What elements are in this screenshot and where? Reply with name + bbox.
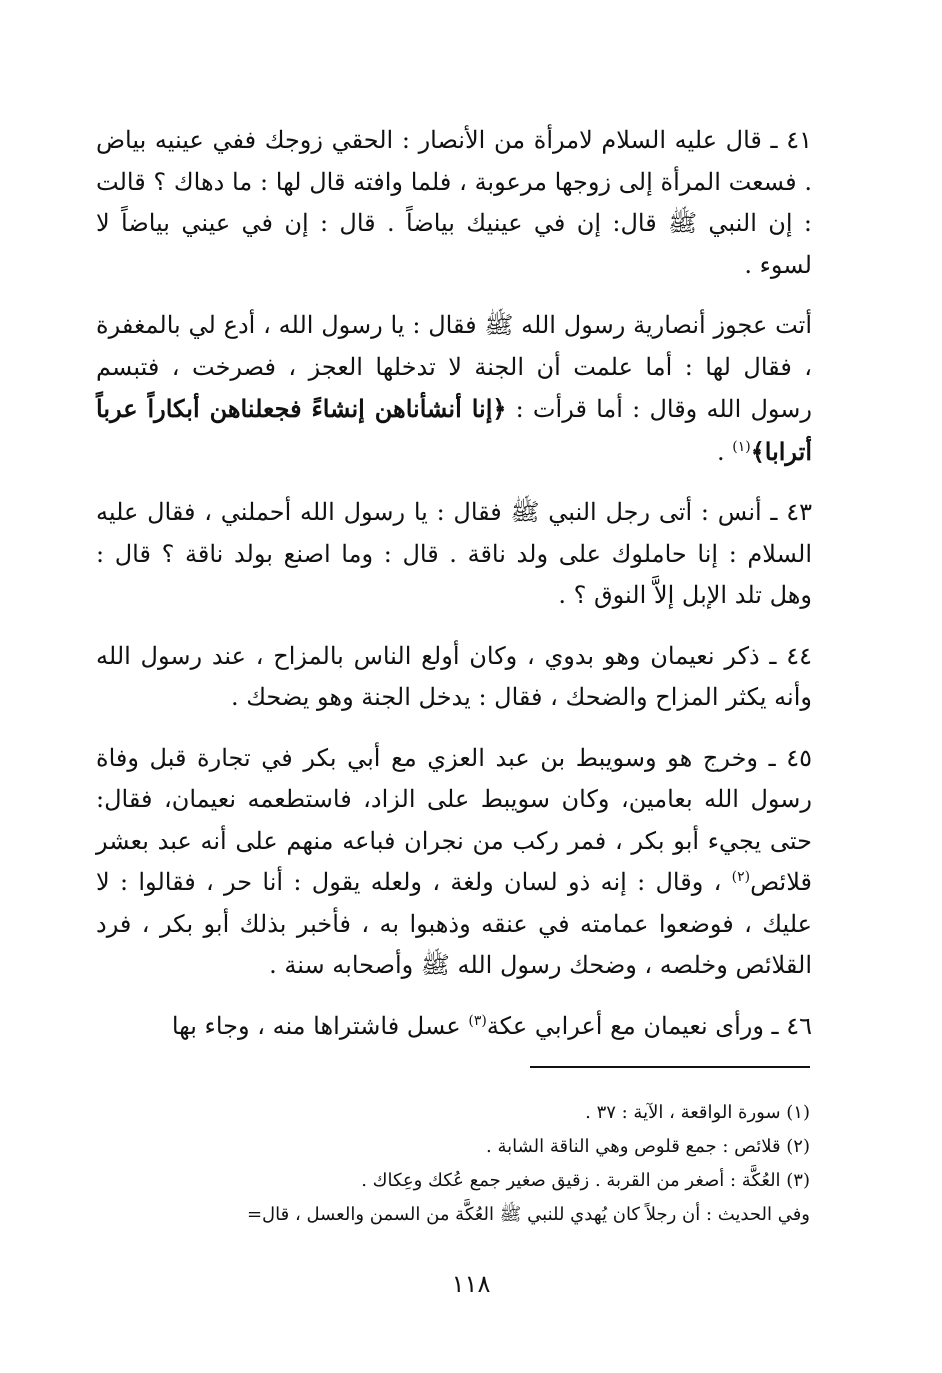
footnote-3-continuation: وفي الحديث : أن رجلاً كان يُهدي للنبي ﷺ العُكَّة من السمن والعسل ، قال= [246,1204,810,1225]
paragraph-42 [96,305,812,473]
footnote-3: (٣) العُكَّة : أصغر من القربة . زقيق صغير جمع عُكك وعِكاك . [361,1170,810,1191]
paragraph-44-text: ٤٤ ـ ذكر نعيمان وهو بدوي ، وكان أولع الناس بالمزاح ، عند رسول الله وأنه يكثر المزاح والضحك ، فقال : يدخل الجنة وهو يضحك . [96,641,812,711]
quran-quote: ﴿إنا أنشأناهن إنشاءً فجعلناهن أبكاراً عرباً أترابا﴾ [96,394,812,466]
paragraph-41-text: ٤١ ـ قال عليه السلام لامرأة من الأنصار : الحقي زوجك ففي عينيه بياض . فسعت المرأة إلى زوجها مرعوبة ، فلما وافته قال لها : ما دهاك ؟ قالت : إن النبي ﷺ قال: إن في عينيك بياضاً . قال : إن في عيني بياضاً لا لسوء . [96,126,812,279]
footnote-2: (٢) قلائص : جمع قلوص وهي الناقة الشابة . [486,1136,810,1157]
paragraph-46-text: ٤٦ ـ ورأى نعيمان مع أعرابي عكة [486,1011,812,1040]
paragraph-44 [96,636,812,719]
page-number: ١١٨ [451,1270,491,1298]
footnote-ref-1: (١) [732,438,751,455]
paragraph-43 [96,492,812,617]
footnote-ref-2: (٢) [731,869,751,885]
footnote-ref-3: (٣) [468,1012,487,1029]
footnote-separator [530,1066,810,1068]
paragraph-43-text: ٤٣ ـ أنس : أتى رجل النبي ﷺ فقال : يا رسول الله أحملني ، فقال عليه السلام : إنا حاملوك على ولد ناقة . قال : وما اصنع بولد ناقة ؟ قال : وهل تلد الإبل إلاَّ النوق ؟ . [96,498,812,609]
page-body [96,120,812,1066]
paragraph-46 [96,1006,812,1048]
paragraph-46-tail: عسل فاشتراها منه ، وجاء بها [171,1011,469,1040]
footnote-1: (١) سورة الواقعة ، الآية : ٣٧ . [585,1102,810,1123]
paragraph-42-tail: . [716,437,733,466]
paragraph-41 [96,120,812,286]
footnotes [70,1096,810,1232]
paragraph-45-tail: ، وقال : إنه ذو لسان ولغة ، ولعله يقول : أنا حر ، فقالوا : لا عليك ، فوضعوا عمامته في عنقه وذهبوا به ، فأخبر بذلك أبو بكر ، فرد القلائص وخلصه ، وضحك رسول الله ﷺ وأصحابه سنة . [96,868,812,979]
paragraph-45 [96,738,812,987]
paragraph-45-text: ٤٥ ـ وخرج هو وسويبط بن عبد العزي مع أبي بكر في تجارة قبل وفاة رسول الله بعامين، وكان سويبط على الزاد، فاستطعمه نعيمان، فقال: حتى يجيء أبو بكر ، فمر ركب من نجران فباعه منهم على أنه عبد بعشر قلائص [96,743,812,896]
paragraph-42-text: أتت عجوز أنصارية رسول الله ﷺ فقال : يا رسول الله ، أدع لي بالمغفرة ، فقال لها : أما علمت أن الجنة لا تدخلها العجز ، فصرخت ، فتبسم رسول الله وقال : أما قرأت : [96,311,813,423]
